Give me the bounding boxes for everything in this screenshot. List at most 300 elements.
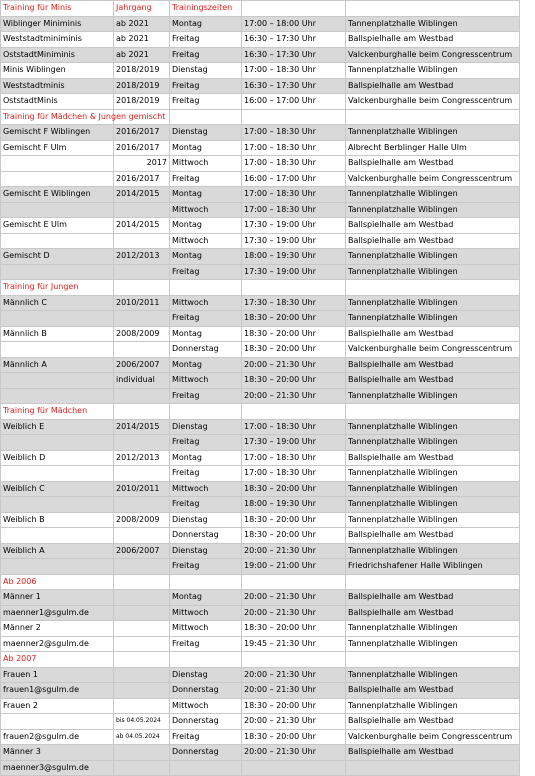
time-cell: 16:00 – 17:00 Uhr [242, 171, 346, 187]
team-name: Weiblich B [1, 512, 114, 528]
weekday-cell: Montag [170, 187, 242, 203]
jahrgang-cell [114, 636, 170, 652]
venue-cell: Tannenplatzhalle Wiblingen [346, 202, 520, 218]
team-name [1, 342, 114, 358]
time-cell: 17:00 – 18:00 Uhr [242, 16, 346, 32]
empty-cell [242, 574, 346, 590]
jahrgang-cell: 2016/2017 [114, 140, 170, 156]
empty-cell [346, 280, 520, 296]
time-cell: 20:00 – 21:30 Uhr [242, 714, 346, 730]
venue-cell: Tannenplatzhalle Wiblingen [346, 388, 520, 404]
schedule-row [1, 233, 520, 249]
time-cell: 18:00 – 19:30 Uhr [242, 497, 346, 513]
venue-cell: Tannenplatzhalle Wiblingen [346, 249, 520, 265]
schedule-row [1, 249, 520, 265]
team-name: frauen2@sgulm.de [1, 729, 114, 745]
jahrgang-cell: 2012/2013 [114, 450, 170, 466]
team-name: Gemischt F Wiblingen [1, 125, 114, 141]
schedule-row [1, 450, 520, 466]
team-name: maenner1@sgulm.de [1, 605, 114, 621]
venue-cell: Tannenplatzhalle Wiblingen [346, 125, 520, 141]
venue-cell: Ballspielhalle am Westbad [346, 683, 520, 699]
jahrgang-cell [114, 698, 170, 714]
venue-cell: Valckenburghalle beim Congresscentrum [346, 171, 520, 187]
section-header-row [1, 404, 520, 420]
weekday-cell: Freitag [170, 435, 242, 451]
venue-cell: Tannenplatzhalle Wiblingen [346, 497, 520, 513]
time-cell: 18:30 – 20:00 Uhr [242, 528, 346, 544]
weekday-cell: Montag [170, 218, 242, 234]
jahrgang-cell [114, 528, 170, 544]
time-cell: 17:00 – 18:30 Uhr [242, 466, 346, 482]
schedule-row [1, 466, 520, 482]
jahrgang-cell [114, 342, 170, 358]
weekday-cell: Freitag [170, 47, 242, 63]
venue-cell: Tannenplatzhalle Wiblingen [346, 295, 520, 311]
venue-cell: Tannenplatzhalle Wiblingen [346, 481, 520, 497]
time-cell: 20:00 – 21:30 Uhr [242, 667, 346, 683]
team-name [1, 559, 114, 575]
schedule-row [1, 419, 520, 435]
schedule-row [1, 714, 520, 730]
time-cell: 20:00 – 21:30 Uhr [242, 388, 346, 404]
weekday-cell: Dienstag [170, 63, 242, 79]
empty-cell [170, 652, 242, 668]
jahrgang-cell [114, 497, 170, 513]
time-cell: 18:30 – 20:00 Uhr [242, 481, 346, 497]
schedule-row [1, 156, 520, 172]
team-name [1, 264, 114, 280]
time-cell: 18:30 – 20:00 Uhr [242, 729, 346, 745]
section-header-row [1, 1, 520, 17]
team-name: Männer 1 [1, 590, 114, 606]
team-name [1, 156, 114, 172]
weekday-cell: Freitag [170, 78, 242, 94]
empty-cell [170, 280, 242, 296]
venue-cell: Ballspielhalle am Westbad [346, 450, 520, 466]
team-name [1, 435, 114, 451]
column-header-trainingszeiten: Trainingszeiten [170, 1, 242, 17]
jahrgang-cell [114, 264, 170, 280]
jahrgang-cell: 2010/2011 [114, 481, 170, 497]
venue-cell: Tannenplatzhalle Wiblingen [346, 419, 520, 435]
jahrgang-cell: bis 04.05.2024 [114, 714, 170, 730]
venue-cell: Ballspielhalle am Westbad [346, 326, 520, 342]
weekday-cell: Mittwoch [170, 621, 242, 637]
weekday-cell: Dienstag [170, 125, 242, 141]
team-name [1, 171, 114, 187]
empty-cell [170, 574, 242, 590]
section-title: Training für Jungen [1, 280, 114, 296]
schedule-row [1, 528, 520, 544]
venue-cell: Ballspielhalle am Westbad [346, 714, 520, 730]
schedule-row [1, 202, 520, 218]
jahrgang-cell [114, 466, 170, 482]
venue-cell: Tannenplatzhalle Wiblingen [346, 621, 520, 637]
empty-cell [242, 652, 346, 668]
team-name: Weststadtminiminis [1, 32, 114, 48]
time-cell: 17:30 – 19:00 Uhr [242, 233, 346, 249]
venue-cell: Ballspielhalle am Westbad [346, 218, 520, 234]
schedule-row [1, 78, 520, 94]
venue-cell: Ballspielhalle am Westbad [346, 605, 520, 621]
jahrgang-cell: 2018/2019 [114, 63, 170, 79]
schedule-row [1, 605, 520, 621]
section-title: Training für Mädchen [1, 404, 114, 420]
team-name [1, 373, 114, 389]
venue-cell: Tannenplatzhalle Wiblingen [346, 466, 520, 482]
column-header-jahrgang: Jahrgang [114, 1, 170, 17]
weekday-cell: Freitag [170, 311, 242, 327]
weekday-cell: Donnerstag [170, 342, 242, 358]
time-cell: 18:30 – 20:00 Uhr [242, 698, 346, 714]
jahrgang-cell [114, 667, 170, 683]
team-name: Wiblinger Miniminis [1, 16, 114, 32]
time-cell: 20:00 – 21:30 Uhr [242, 683, 346, 699]
jahrgang-cell: 2016/2017 [114, 125, 170, 141]
time-cell: 17:30 – 18:30 Uhr [242, 295, 346, 311]
venue-cell: Ballspielhalle am Westbad [346, 32, 520, 48]
time-cell: 18:30 – 20:00 Uhr [242, 373, 346, 389]
jahrgang-cell: ab 2021 [114, 32, 170, 48]
venue-cell: Ballspielhalle am Westbad [346, 78, 520, 94]
jahrgang-cell: ab 2021 [114, 16, 170, 32]
schedule-row [1, 760, 520, 776]
team-name: Gemischt D [1, 249, 114, 265]
venue-cell: Valckenburghalle beim Congresscentrum [346, 94, 520, 110]
section-title: Ab 2006 [1, 574, 114, 590]
jahrgang-cell: 2016/2017 [114, 171, 170, 187]
venue-cell: Tannenplatzhalle Wiblingen [346, 16, 520, 32]
time-cell [242, 760, 346, 776]
venue-cell: Valckenburghalle beim Congresscentrum [346, 729, 520, 745]
team-name: Männer 3 [1, 745, 114, 761]
schedule-body [1, 1, 520, 776]
schedule-row [1, 435, 520, 451]
jahrgang-cell: 2008/2009 [114, 326, 170, 342]
section-title: Training für Mädchen & Jungen gemischt [1, 109, 114, 125]
weekday-cell: Donnerstag [170, 683, 242, 699]
section-header-row [1, 574, 520, 590]
weekday-cell: Donnerstag [170, 745, 242, 761]
jahrgang-cell [114, 388, 170, 404]
venue-cell: Valckenburghalle beim Congresscentrum [346, 342, 520, 358]
time-cell: 18:30 – 20:00 Uhr [242, 342, 346, 358]
time-cell: 18:30 – 20:00 Uhr [242, 311, 346, 327]
weekday-cell: Dienstag [170, 419, 242, 435]
jahrgang-cell: 2014/2015 [114, 187, 170, 203]
empty-cell [114, 652, 170, 668]
schedule-row [1, 543, 520, 559]
weekday-cell: Mittwoch [170, 233, 242, 249]
jahrgang-cell [114, 202, 170, 218]
section-header-row [1, 652, 520, 668]
venue-cell: Ballspielhalle am Westbad [346, 357, 520, 373]
jahrgang-cell [114, 435, 170, 451]
schedule-row [1, 311, 520, 327]
venue-cell: Valckenburghalle beim Congresscentrum [346, 47, 520, 63]
team-name: Männlich C [1, 295, 114, 311]
weekday-cell: Montag [170, 450, 242, 466]
weekday-cell [170, 760, 242, 776]
time-cell: 20:00 – 21:30 Uhr [242, 357, 346, 373]
schedule-row [1, 481, 520, 497]
empty-cell [242, 404, 346, 420]
team-name: Frauen 1 [1, 667, 114, 683]
empty-cell [346, 109, 520, 125]
venue-cell: Tannenplatzhalle Wiblingen [346, 512, 520, 528]
schedule-row [1, 187, 520, 203]
schedule-row [1, 171, 520, 187]
jahrgang-cell [114, 621, 170, 637]
empty-cell [242, 109, 346, 125]
time-cell: 18:30 – 20:00 Uhr [242, 326, 346, 342]
time-cell: 17:00 – 18:30 Uhr [242, 156, 346, 172]
venue-cell: Ballspielhalle am Westbad [346, 156, 520, 172]
empty-cell [242, 1, 346, 17]
venue-cell: Ballspielhalle am Westbad [346, 745, 520, 761]
time-cell: 17:00 – 18:30 Uhr [242, 419, 346, 435]
team-name: Weiblich E [1, 419, 114, 435]
jahrgang-cell: 2006/2007 [114, 357, 170, 373]
weekday-cell: Mittwoch [170, 373, 242, 389]
venue-cell: Tannenplatzhalle Wiblingen [346, 435, 520, 451]
weekday-cell: Montag [170, 140, 242, 156]
empty-cell [242, 280, 346, 296]
team-name [1, 528, 114, 544]
schedule-row [1, 497, 520, 513]
jahrgang-cell [114, 233, 170, 249]
schedule-row [1, 683, 520, 699]
venue-cell: Ballspielhalle am Westbad [346, 528, 520, 544]
schedule-row [1, 264, 520, 280]
empty-cell [114, 280, 170, 296]
weekday-cell: Mittwoch [170, 295, 242, 311]
weekday-cell: Freitag [170, 466, 242, 482]
schedule-row [1, 667, 520, 683]
time-cell: 17:30 – 19:00 Uhr [242, 435, 346, 451]
team-name: Männlich A [1, 357, 114, 373]
jahrgang-cell: ab 04.05.2024 [114, 729, 170, 745]
schedule-row [1, 621, 520, 637]
schedule-row [1, 218, 520, 234]
team-name: OststadtMinis [1, 94, 114, 110]
empty-cell [114, 404, 170, 420]
team-name: OststadtMiniminis [1, 47, 114, 63]
weekday-cell: Mittwoch [170, 481, 242, 497]
time-cell: 19:45 – 21:30 Uhr [242, 636, 346, 652]
time-cell: 18:30 – 20:00 Uhr [242, 621, 346, 637]
team-name: Frauen 2 [1, 698, 114, 714]
schedule-row [1, 357, 520, 373]
time-cell: 16:30 – 17:30 Uhr [242, 32, 346, 48]
team-name: Gemischt E Ulm [1, 218, 114, 234]
venue-cell: Tannenplatzhalle Wiblingen [346, 187, 520, 203]
weekday-cell: Freitag [170, 32, 242, 48]
weekday-cell: Dienstag [170, 512, 242, 528]
jahrgang-cell: 2017 [114, 156, 170, 172]
time-cell: 16:00 – 17:00 Uhr [242, 94, 346, 110]
team-name: Weiblich D [1, 450, 114, 466]
time-cell: 17:00 – 18:30 Uhr [242, 63, 346, 79]
jahrgang-cell: ab 2021 [114, 47, 170, 63]
venue-cell: Tannenplatzhalle Wiblingen [346, 636, 520, 652]
team-name: Männlich B [1, 326, 114, 342]
weekday-cell: Mittwoch [170, 202, 242, 218]
venue-cell [346, 760, 520, 776]
jahrgang-cell: 2018/2019 [114, 94, 170, 110]
schedule-row [1, 342, 520, 358]
team-name: Männer 2 [1, 621, 114, 637]
jahrgang-cell: 2014/2015 [114, 218, 170, 234]
schedule-row [1, 729, 520, 745]
weekday-cell: Freitag [170, 264, 242, 280]
time-cell: 16:30 – 17:30 Uhr [242, 78, 346, 94]
venue-cell: Tannenplatzhalle Wiblingen [346, 667, 520, 683]
venue-cell: Tannenplatzhalle Wiblingen [346, 311, 520, 327]
weekday-cell: Dienstag [170, 667, 242, 683]
jahrgang-cell: 2012/2013 [114, 249, 170, 265]
schedule-row [1, 47, 520, 63]
venue-cell: Tannenplatzhalle Wiblingen [346, 543, 520, 559]
team-name [1, 466, 114, 482]
team-name [1, 311, 114, 327]
schedule-row [1, 94, 520, 110]
empty-cell [170, 109, 242, 125]
jahrgang-cell: 2010/2011 [114, 295, 170, 311]
jahrgang-cell [114, 760, 170, 776]
time-cell: 17:30 – 19:00 Uhr [242, 218, 346, 234]
jahrgang-cell: individual [114, 373, 170, 389]
time-cell: 18:00 – 19:30 Uhr [242, 249, 346, 265]
team-name: Gemischt E Wiblingen [1, 187, 114, 203]
weekday-cell: Montag [170, 326, 242, 342]
venue-cell: Tannenplatzhalle Wiblingen [346, 63, 520, 79]
schedule-row [1, 295, 520, 311]
team-name: Weiblich C [1, 481, 114, 497]
time-cell: 18:30 – 20:00 Uhr [242, 512, 346, 528]
jahrgang-cell [114, 605, 170, 621]
team-name: Gemischt F Ulm [1, 140, 114, 156]
weekday-cell: Montag [170, 16, 242, 32]
team-name: Weiblich A [1, 543, 114, 559]
venue-cell: Ballspielhalle am Westbad [346, 233, 520, 249]
time-cell: 20:00 – 21:30 Uhr [242, 745, 346, 761]
schedule-row [1, 125, 520, 141]
team-name [1, 388, 114, 404]
section-header-row [1, 280, 520, 296]
section-title: Ab 2007 [1, 652, 114, 668]
venue-cell: Albrecht Berblinger Halle Ulm [346, 140, 520, 156]
jahrgang-cell [114, 745, 170, 761]
venue-cell: Ballspielhalle am Westbad [346, 590, 520, 606]
weekday-cell: Freitag [170, 388, 242, 404]
team-name [1, 233, 114, 249]
schedule-row [1, 590, 520, 606]
schedule-row [1, 559, 520, 575]
empty-cell [346, 652, 520, 668]
schedule-row [1, 32, 520, 48]
jahrgang-cell [114, 683, 170, 699]
team-name [1, 497, 114, 513]
venue-cell: Ballspielhalle am Westbad [346, 373, 520, 389]
section-title: Training für Minis [1, 1, 114, 17]
jahrgang-cell [114, 311, 170, 327]
schedule-row [1, 512, 520, 528]
weekday-cell: Dienstag [170, 543, 242, 559]
jahrgang-cell: 2006/2007 [114, 543, 170, 559]
weekday-cell: Freitag [170, 94, 242, 110]
weekday-cell: Freitag [170, 171, 242, 187]
empty-cell [346, 574, 520, 590]
weekday-cell: Freitag [170, 729, 242, 745]
jahrgang-cell: 2014/2015 [114, 419, 170, 435]
schedule-row [1, 636, 520, 652]
schedule-row [1, 140, 520, 156]
weekday-cell: Mittwoch [170, 156, 242, 172]
weekday-cell: Donnerstag [170, 714, 242, 730]
weekday-cell: Mittwoch [170, 698, 242, 714]
time-cell: 17:00 – 18:30 Uhr [242, 187, 346, 203]
schedule-row [1, 326, 520, 342]
weekday-cell: Montag [170, 357, 242, 373]
jahrgang-cell: 2008/2009 [114, 512, 170, 528]
team-name [1, 202, 114, 218]
jahrgang-cell [114, 559, 170, 575]
empty-cell [346, 404, 520, 420]
venue-cell: Tannenplatzhalle Wiblingen [346, 698, 520, 714]
schedule-row [1, 63, 520, 79]
section-header-row [1, 109, 520, 125]
schedule-row [1, 698, 520, 714]
jahrgang-cell [114, 590, 170, 606]
time-cell: 17:00 – 18:30 Uhr [242, 125, 346, 141]
time-cell: 16:30 – 17:30 Uhr [242, 47, 346, 63]
team-name: maenner3@sgulm.de [1, 760, 114, 776]
jahrgang-cell: 2018/2019 [114, 78, 170, 94]
weekday-cell: Freitag [170, 559, 242, 575]
schedule-row [1, 373, 520, 389]
time-cell: 20:00 – 21:30 Uhr [242, 543, 346, 559]
team-name: Minis Wiblingen [1, 63, 114, 79]
weekday-cell: Freitag [170, 497, 242, 513]
time-cell: 19:00 – 21:00 Uhr [242, 559, 346, 575]
weekday-cell: Donnerstag [170, 528, 242, 544]
weekday-cell: Montag [170, 249, 242, 265]
weekday-cell: Mittwoch [170, 605, 242, 621]
venue-cell: Friedrichshafener Halle Wiblingen [346, 559, 520, 575]
empty-cell [114, 574, 170, 590]
team-name: Weststadtminis [1, 78, 114, 94]
time-cell: 17:30 – 19:00 Uhr [242, 264, 346, 280]
time-cell: 17:00 – 18:30 Uhr [242, 140, 346, 156]
schedule-row [1, 388, 520, 404]
team-name [1, 714, 114, 730]
time-cell: 20:00 – 21:30 Uhr [242, 590, 346, 606]
time-cell: 20:00 – 21:30 Uhr [242, 605, 346, 621]
schedule-row [1, 16, 520, 32]
time-cell: 17:00 – 18:30 Uhr [242, 450, 346, 466]
time-cell: 17:00 – 18:30 Uhr [242, 202, 346, 218]
empty-cell [346, 1, 520, 17]
empty-cell [170, 404, 242, 420]
schedule-row [1, 745, 520, 761]
weekday-cell: Montag [170, 590, 242, 606]
weekday-cell: Freitag [170, 636, 242, 652]
team-name: frauen1@sgulm.de [1, 683, 114, 699]
team-name: maenner2@sgulm.de [1, 636, 114, 652]
venue-cell: Tannenplatzhalle Wiblingen [346, 264, 520, 280]
